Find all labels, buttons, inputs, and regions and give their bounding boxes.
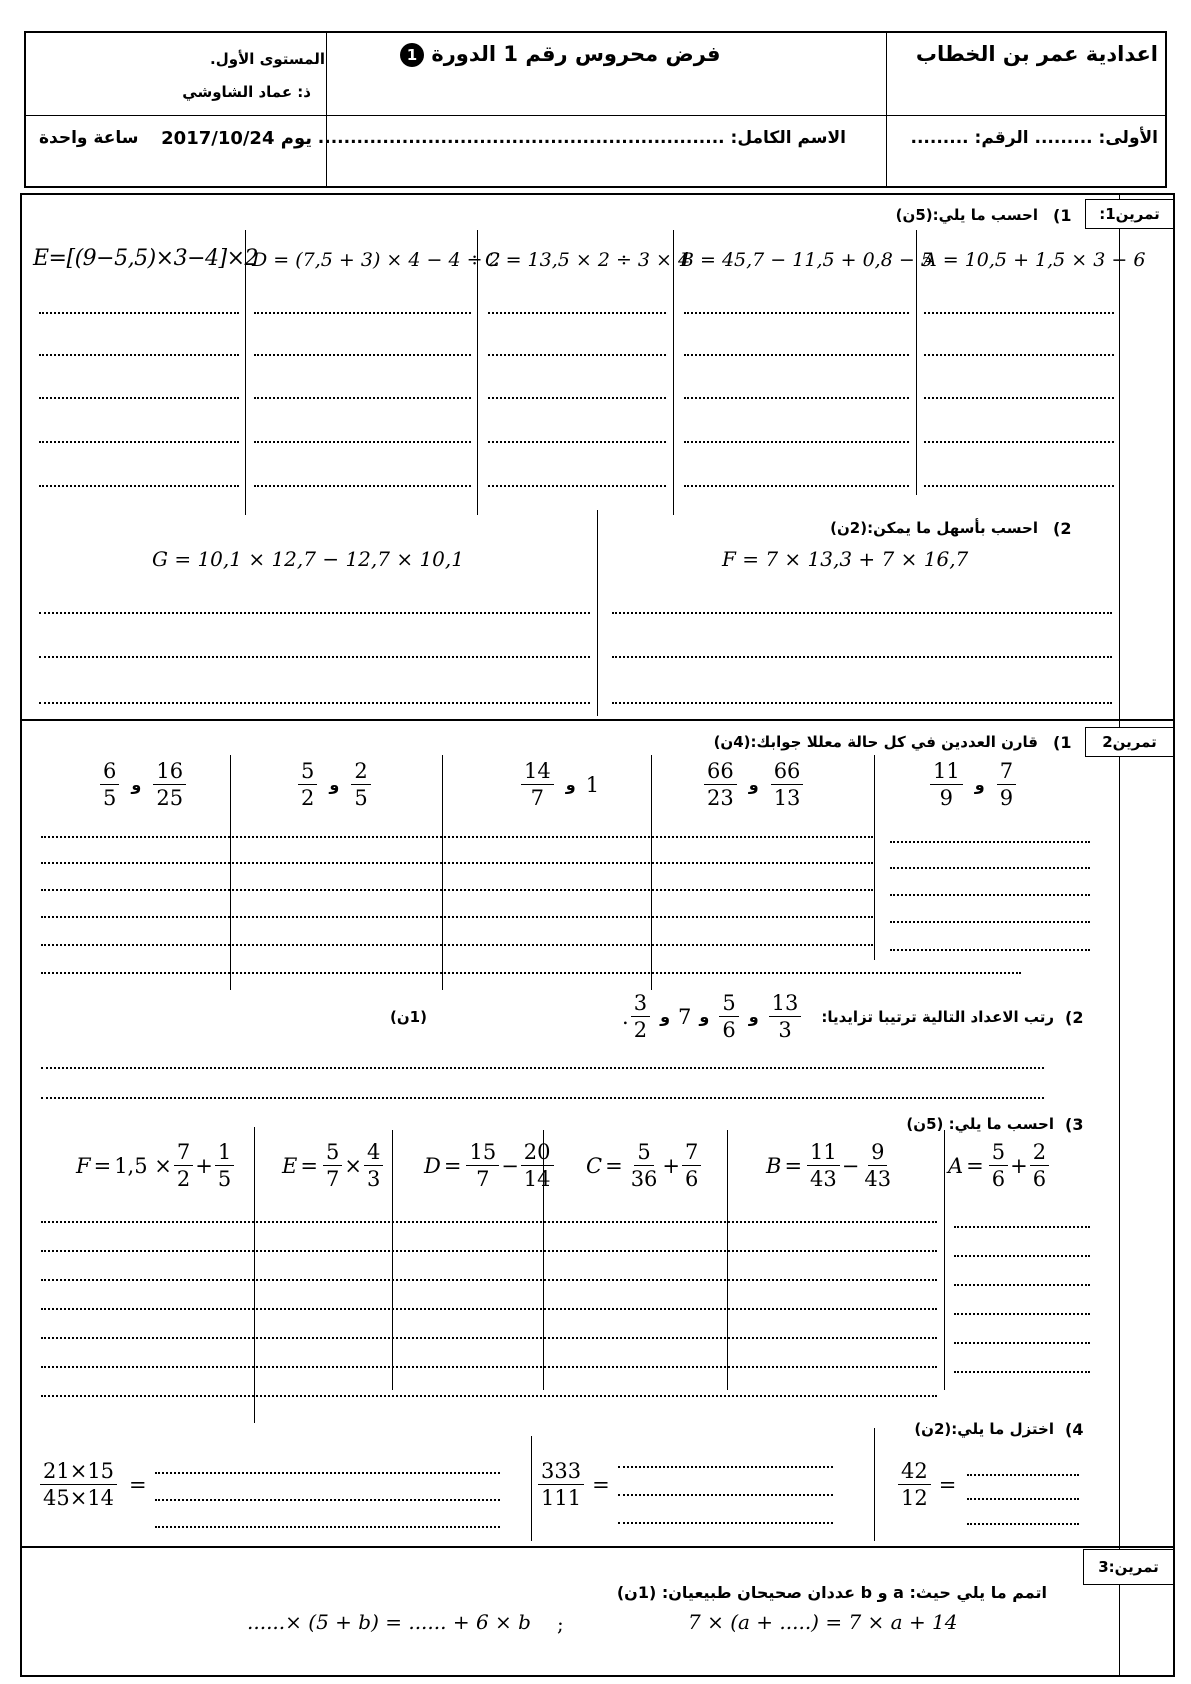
fraction-numerator: 20	[521, 1141, 554, 1166]
ex2-q3-divider	[727, 1130, 728, 1390]
exam-title	[400, 42, 721, 67]
calc-C: C = $\frac{5}{36}$ + $\frac{7}{6}$	[586, 1141, 703, 1190]
exercises-frame	[20, 193, 1175, 1677]
whole-number: 7	[678, 1004, 692, 1029]
answer-line[interactable]	[684, 441, 909, 443]
fraction-denominator: 6	[722, 1018, 736, 1043]
calc-name: D	[424, 1153, 441, 1178]
answer-line[interactable]	[488, 441, 666, 443]
answer-line[interactable]	[41, 1279, 937, 1281]
ex1-q1-number: 1)	[1053, 206, 1072, 225]
ex2-col-divider	[651, 755, 652, 990]
answer-line[interactable]	[924, 312, 1114, 314]
and-word: و	[748, 1007, 759, 1027]
expression-G: G = 10,1 × 12,7 − 12,7 × 10,1	[152, 547, 464, 571]
and-word: و	[974, 775, 985, 795]
compare-pair-3	[519, 760, 599, 809]
calc-B: B = $\frac{11}{43}$ − $\frac{9}{43}$	[766, 1141, 896, 1190]
answer-line[interactable]	[41, 1250, 937, 1252]
fraction-denominator: 7	[530, 786, 545, 811]
ex2-col-divider	[442, 755, 443, 990]
separator-ex2-ex3	[20, 1546, 1175, 1548]
answer-line[interactable]	[39, 612, 590, 614]
exercise-1-label: تمرين1:	[1085, 199, 1174, 229]
fraction-denominator: 43	[810, 1167, 837, 1192]
fraction-denominator: 7	[325, 1167, 340, 1192]
fraction-numerator: 2	[1030, 1141, 1049, 1166]
ex2-q3-divider	[392, 1130, 393, 1390]
fraction-numerator: 42	[898, 1460, 931, 1485]
answer-line[interactable]	[890, 921, 1090, 923]
ex1-q2-number: 2)	[1053, 519, 1072, 538]
compare-pair-5	[98, 760, 188, 809]
expression-F: F = 7 × 13,3 + 7 × 16,7	[722, 547, 969, 571]
answer-line[interactable]	[39, 485, 239, 487]
answer-line[interactable]	[618, 1494, 833, 1496]
calc-name: C	[586, 1153, 603, 1178]
ex2-q1-instruction: قارن العددين في كل حالة معللا جوابك:(4ن)	[713, 733, 1038, 751]
fraction-numerator: 16	[153, 760, 186, 785]
ex2-q4-divider	[531, 1436, 532, 1541]
expression-B: B = 45,7 − 11,5 + 0,8 − 5	[680, 249, 933, 271]
answer-line[interactable]	[155, 1499, 500, 1501]
fraction-denominator: 6	[685, 1167, 699, 1192]
ex1-q2-divider	[597, 510, 598, 716]
answer-line[interactable]	[890, 949, 1090, 951]
answer-line[interactable]	[254, 441, 471, 443]
fraction-denominator: 6	[1032, 1167, 1047, 1192]
answer-line[interactable]	[41, 916, 873, 918]
and-word: و	[329, 775, 340, 795]
answer-line[interactable]	[41, 836, 873, 838]
answer-line[interactable]	[488, 354, 666, 356]
fraction-denominator: 2	[301, 786, 315, 811]
simplify-2	[536, 1460, 610, 1509]
answer-line[interactable]	[254, 354, 471, 356]
fraction-numerator: 5	[298, 760, 317, 785]
ex3-instruction: اتمم ما يلي حيث: a و b عددان صحيحان طبيعيان: (1ن)	[616, 1583, 1047, 1602]
fraction-denominator: 12	[901, 1486, 928, 1511]
expression-E: E=[(9−5,5)×3−4]×2	[33, 246, 259, 271]
ex2-q4-number: 4)	[1065, 1420, 1084, 1439]
fraction-denominator: 5	[354, 786, 368, 811]
fraction-denominator: 2	[633, 1018, 648, 1043]
answer-line[interactable]	[41, 944, 873, 946]
answer-line[interactable]	[155, 1526, 500, 1528]
calc-A: A = $\frac{5}{6}$ + $\frac{2}{6}$	[948, 1141, 1051, 1190]
exam-duration: ساعة واحدة	[39, 128, 139, 148]
fraction-numerator: 6	[100, 760, 119, 785]
fraction-numerator: 13	[769, 992, 802, 1017]
answer-line[interactable]	[41, 1097, 1044, 1099]
exercise-2-label: تمرين2	[1085, 727, 1174, 757]
answer-line[interactable]	[41, 972, 1021, 974]
expression-D: D = (7,5 + 3) × 4 − 4 ÷ 2	[252, 249, 501, 271]
answer-line[interactable]	[39, 441, 239, 443]
calc-name: B	[766, 1153, 782, 1178]
answer-line[interactable]	[488, 312, 666, 314]
answer-line[interactable]	[954, 1371, 1090, 1373]
fraction-denominator: 45×14	[43, 1486, 115, 1511]
fraction-denominator: 7	[476, 1167, 490, 1192]
ex2-q1-number: 1)	[1053, 733, 1072, 752]
operator: ×	[344, 1153, 362, 1178]
answer-line[interactable]	[924, 441, 1114, 443]
compare-pair-1	[928, 760, 1018, 809]
answer-line[interactable]	[618, 1466, 833, 1468]
answer-line[interactable]	[967, 1523, 1079, 1525]
fraction-denominator: 25	[156, 786, 184, 811]
answer-line[interactable]	[612, 656, 1112, 658]
period: .	[622, 1004, 629, 1029]
operator: −	[501, 1153, 519, 1178]
ex1-col-divider	[477, 230, 478, 515]
fraction-numerator: 3	[631, 992, 650, 1017]
header-mid-line	[24, 115, 1167, 116]
fraction-numerator: 1	[215, 1141, 234, 1166]
answer-line[interactable]	[41, 862, 873, 864]
fraction-numerator: 5	[323, 1141, 342, 1166]
answer-line[interactable]	[254, 485, 471, 487]
answer-line[interactable]	[39, 702, 590, 704]
ex1-col-divider	[673, 230, 674, 515]
equals-sign: =	[129, 1472, 147, 1497]
answer-line[interactable]	[684, 485, 909, 487]
answer-line[interactable]	[254, 397, 471, 399]
fraction-denominator: 9	[939, 786, 954, 811]
ex2-col-divider	[874, 755, 875, 960]
answer-line[interactable]	[890, 894, 1090, 896]
answer-line[interactable]	[41, 1067, 1044, 1069]
answer-line[interactable]	[254, 312, 471, 314]
expression-A: A = 10,5 + 1,5 × 3 − 6	[923, 249, 1146, 271]
fraction-numerator: 5	[719, 992, 738, 1017]
and-word: و	[748, 775, 759, 795]
answer-line[interactable]	[39, 312, 239, 314]
whole-number: 1	[585, 772, 600, 797]
answer-line[interactable]	[890, 867, 1090, 869]
fraction-numerator: 14	[521, 760, 554, 785]
fraction-numerator: 7	[997, 760, 1016, 785]
answer-line[interactable]	[684, 312, 909, 314]
simplify-1	[896, 1460, 956, 1509]
answer-line[interactable]	[684, 397, 909, 399]
fraction-denominator: 13	[773, 786, 801, 811]
fraction-numerator: 66	[771, 760, 804, 785]
and-word: و	[565, 775, 576, 795]
order-numbers	[622, 992, 803, 1041]
fraction-denominator: 3	[366, 1167, 381, 1192]
fraction-denominator: 9	[999, 786, 1014, 811]
operator: −	[841, 1153, 860, 1178]
fraction-numerator: 5	[989, 1141, 1008, 1166]
answer-line[interactable]	[924, 354, 1114, 356]
fraction-numerator: 4	[364, 1141, 383, 1166]
calc-prefix: 1,5 ×	[114, 1153, 172, 1178]
ex2-q3-instruction: احسب ما يلي: (5ن)	[906, 1115, 1054, 1133]
answer-line[interactable]	[39, 397, 239, 399]
calc-F: F = 1,5 × $\frac{7}{2}$ + $\frac{1}{5}$	[76, 1141, 236, 1190]
answer-line[interactable]	[155, 1472, 500, 1474]
ex3-equation-2: ......× (5 + b) = ...... + 6 × b	[247, 1610, 531, 1634]
and-word: و	[699, 1007, 710, 1027]
ex2-q3-number: 3)	[1065, 1115, 1084, 1134]
fraction-numerator: 2	[351, 760, 370, 785]
ex2-q4-divider	[874, 1428, 875, 1541]
ex3-equation-1: 7 × (a + .....) = 7 × a + 14	[688, 1610, 958, 1634]
fraction-numerator: 5	[634, 1141, 653, 1166]
fraction-numerator: 15	[466, 1141, 499, 1166]
answer-line[interactable]	[954, 1313, 1090, 1315]
fraction-numerator: 7	[682, 1141, 701, 1166]
compare-pair-4	[296, 760, 373, 809]
answer-line[interactable]	[41, 1308, 937, 1310]
level: المستوى الأول.	[210, 50, 325, 68]
answer-line[interactable]	[39, 354, 239, 356]
fraction-denominator: 2	[176, 1167, 191, 1192]
answer-line[interactable]	[41, 889, 873, 891]
answer-line[interactable]	[967, 1474, 1079, 1476]
fraction-denominator: 111	[541, 1486, 582, 1511]
answer-line[interactable]	[924, 485, 1114, 487]
calc-name: A	[948, 1153, 964, 1178]
fraction-denominator: 5	[103, 786, 117, 811]
ex2-q2-instruction: رتب الاعداد التالية ترتيبا تزايديا:	[821, 1008, 1054, 1026]
full-name-field[interactable]: الاسم الكامل: ...............................................................	[317, 128, 846, 148]
fraction-denominator: 5	[217, 1167, 232, 1192]
answer-line[interactable]	[618, 1522, 833, 1524]
answer-line[interactable]	[954, 1284, 1090, 1286]
equals-sign: =	[938, 1472, 957, 1497]
answer-line[interactable]	[612, 612, 1112, 614]
ex1-q1-instruction: احسب ما يلي:(5ن)	[895, 206, 1038, 224]
header-divider-1	[326, 31, 327, 188]
operator: +	[662, 1153, 681, 1178]
answer-line[interactable]	[954, 1342, 1090, 1344]
fraction-numerator: 7	[174, 1141, 193, 1166]
ex2-col-divider	[230, 755, 231, 990]
fraction-denominator: 36	[630, 1167, 658, 1192]
ex2-q3-divider	[254, 1127, 255, 1423]
exercise-3-label: تمرين:3	[1083, 1549, 1174, 1585]
fraction-denominator: 43	[864, 1167, 892, 1192]
expression-C: C = 13,5 × 2 ÷ 3 × 4	[485, 249, 691, 271]
answer-line[interactable]	[41, 1366, 937, 1368]
fraction-numerator: 11	[807, 1141, 840, 1166]
exam-title-text: فرض محروس رقم 1 الدورة	[431, 42, 721, 66]
ex1-col-divider	[245, 230, 246, 515]
fraction-denominator: 23	[707, 786, 734, 811]
simplify-3	[38, 1460, 147, 1509]
fraction-numerator: 9	[868, 1141, 887, 1166]
answer-line[interactable]	[488, 397, 666, 399]
answer-line[interactable]	[41, 1337, 937, 1339]
calc-name: E	[282, 1153, 298, 1178]
and-word: و	[131, 775, 142, 795]
answer-line[interactable]	[890, 841, 1090, 843]
calc-D: D = $\frac{15}{7}$ − $\frac{20}{14}$	[424, 1141, 556, 1190]
answer-line[interactable]	[39, 656, 590, 658]
teacher-name: ذ: عماد الشاوشي	[182, 83, 311, 101]
class-and-number-field[interactable]: الأولى: ......... الرقم: .........	[910, 128, 1158, 148]
fraction-numerator: 21×15	[40, 1460, 117, 1485]
fraction-numerator: 11	[930, 760, 963, 785]
calc-E: E = $\frac{5}{7}$ × $\frac{4}{3}$	[282, 1141, 385, 1190]
answer-line[interactable]	[41, 1395, 937, 1397]
ex2-q2-number: 2)	[1065, 1008, 1084, 1027]
and-word: و	[660, 1007, 671, 1027]
separator-ex1-ex2	[20, 719, 1175, 721]
ex2-q3-divider	[944, 1130, 945, 1390]
margin-line	[1119, 193, 1120, 1677]
answer-line[interactable]	[612, 702, 1112, 704]
answer-line[interactable]	[488, 485, 666, 487]
fraction-numerator: 66	[704, 760, 737, 785]
ex1-q2-instruction: احسب بأسهل ما يمكن:(2ن)	[830, 519, 1038, 537]
operator: +	[195, 1153, 213, 1178]
calc-name: F	[76, 1153, 91, 1178]
answer-line[interactable]	[967, 1498, 1079, 1500]
compare-pair-2	[702, 760, 805, 809]
fraction-denominator: 14	[523, 1167, 551, 1192]
answer-line[interactable]	[924, 397, 1114, 399]
ex2-q2-points: (1ن)	[390, 1008, 427, 1026]
header-divider-2	[886, 31, 887, 188]
semester-badge: 1	[400, 43, 424, 67]
answer-line[interactable]	[684, 354, 909, 356]
answer-line[interactable]	[41, 1221, 937, 1223]
school-name: اعدادية عمر بن الخطاب	[915, 42, 1158, 66]
equals-sign: =	[592, 1472, 610, 1497]
ex2-q4-instruction: اختزل ما يلي:(2ن)	[914, 1420, 1054, 1438]
fraction-denominator: 6	[991, 1167, 1006, 1192]
operator: +	[1010, 1153, 1028, 1178]
answer-line[interactable]	[954, 1255, 1090, 1257]
ex3-separator: ;	[557, 1612, 564, 1636]
fraction-denominator: 3	[778, 1018, 792, 1043]
answer-line[interactable]	[954, 1226, 1090, 1228]
fraction-numerator: 333	[538, 1460, 584, 1485]
exam-date: يوم 2017/10/24	[161, 128, 312, 149]
